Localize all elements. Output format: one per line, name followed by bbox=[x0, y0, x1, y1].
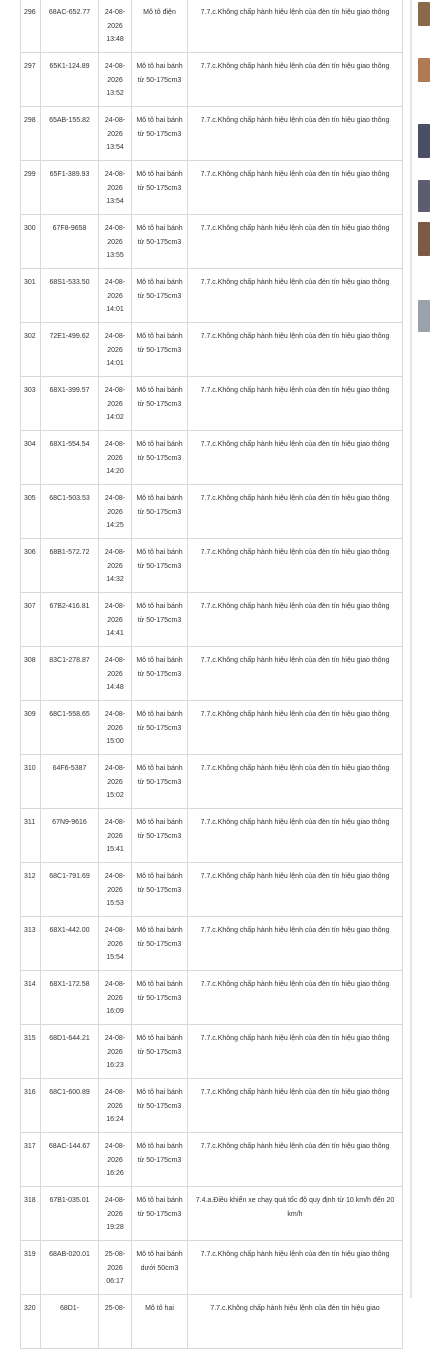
violation-description: 7.7.c.Không chấp hành hiệu lệnh của đèn tín hiệu giao thông bbox=[188, 1025, 403, 1079]
violation-description: 7.7.c.Không chấp hành hiệu lệnh của đèn tín hiệu giao thông bbox=[188, 647, 403, 701]
row-index: 320 bbox=[21, 1295, 41, 1349]
license-plate: 67F8-9658 bbox=[41, 215, 99, 269]
violation-description: 7.7.c.Không chấp hành hiệu lệnh của đèn tín hiệu giao thông bbox=[188, 323, 403, 377]
violations-table-body bbox=[21, 0, 403, 1349]
vehicle-type: Mô tô hai bánh từ 50-175cm3 bbox=[132, 701, 188, 755]
license-plate: 68X1-442.00 bbox=[41, 917, 99, 971]
license-plate: 68C1-600.89 bbox=[41, 1079, 99, 1133]
violation-time: 24-08-2026 13:54 bbox=[99, 161, 132, 215]
license-plate: 68S1-533.50 bbox=[41, 269, 99, 323]
row-index: 297 bbox=[21, 53, 41, 107]
violation-time: 24-08-2026 14:41 bbox=[99, 593, 132, 647]
table-row bbox=[21, 539, 403, 593]
table-row bbox=[21, 1295, 403, 1349]
row-index: 312 bbox=[21, 863, 41, 917]
violation-time: 24-08-2026 14:02 bbox=[99, 377, 132, 431]
table-row bbox=[21, 1241, 403, 1295]
license-plate: 68AC-652.77 bbox=[41, 0, 99, 53]
license-plate: 72E1-499.62 bbox=[41, 323, 99, 377]
violation-time: 24-08-2026 13:54 bbox=[99, 107, 132, 161]
image-thumbnail[interactable] bbox=[418, 222, 430, 256]
license-plate: 68C1-503.53 bbox=[41, 485, 99, 539]
violation-time: 24-08-2026 15:00 bbox=[99, 701, 132, 755]
image-thumbnail[interactable] bbox=[418, 180, 430, 212]
violation-description: 7.7.c.Không chấp hành hiệu lệnh của đèn tín hiệu giao thông bbox=[188, 1241, 403, 1295]
violation-time: 24-08-2026 14:01 bbox=[99, 269, 132, 323]
violation-description: 7.7.c.Không chấp hành hiệu lệnh của đèn tín hiệu giao thông bbox=[188, 539, 403, 593]
violation-description: 7.7.c.Không chấp hành hiệu lệnh của đèn tín hiệu giao bbox=[188, 1295, 403, 1349]
row-index: 301 bbox=[21, 269, 41, 323]
license-plate: 68B1-572.72 bbox=[41, 539, 99, 593]
table-row bbox=[21, 431, 403, 485]
row-index: 313 bbox=[21, 917, 41, 971]
violation-description: 7.7.c.Không chấp hành hiệu lệnh của đèn tín hiệu giao thông bbox=[188, 1079, 403, 1133]
table-row bbox=[21, 161, 403, 215]
violation-description: 7.7.c.Không chấp hành hiệu lệnh của đèn tín hiệu giao thông bbox=[188, 269, 403, 323]
license-plate: 68D1- bbox=[41, 1295, 99, 1349]
violations-table bbox=[20, 0, 403, 1349]
table-row bbox=[21, 701, 403, 755]
vehicle-type: Mô tô hai bánh từ 50-175cm3 bbox=[132, 1079, 188, 1133]
table-row bbox=[21, 269, 403, 323]
table-row bbox=[21, 107, 403, 161]
table-row bbox=[21, 647, 403, 701]
license-plate: 68X1-172.58 bbox=[41, 971, 99, 1025]
vehicle-type: Mô tô hai bánh từ 50-175cm3 bbox=[132, 863, 188, 917]
violation-description: 7.7.c.Không chấp hành hiệu lệnh của đèn tín hiệu giao thông bbox=[188, 377, 403, 431]
violation-time: 24-08-2026 14:20 bbox=[99, 431, 132, 485]
vehicle-type: Mô tô hai bánh từ 50-175cm3 bbox=[132, 53, 188, 107]
row-index: 306 bbox=[21, 539, 41, 593]
license-plate: 83C1-278.87 bbox=[41, 647, 99, 701]
row-index: 314 bbox=[21, 971, 41, 1025]
vehicle-type: Mô tô hai bánh từ 50-175cm3 bbox=[132, 107, 188, 161]
violation-time: 24-08-2026 15:41 bbox=[99, 809, 132, 863]
table-row bbox=[21, 809, 403, 863]
violation-time: 25-08- bbox=[99, 1295, 132, 1349]
table-row bbox=[21, 377, 403, 431]
violation-time: 24-08-2026 14:32 bbox=[99, 539, 132, 593]
violation-description: 7.7.c.Không chấp hành hiệu lệnh của đèn tín hiệu giao thông bbox=[188, 809, 403, 863]
violation-time: 24-08-2026 14:01 bbox=[99, 323, 132, 377]
row-index: 300 bbox=[21, 215, 41, 269]
row-index: 316 bbox=[21, 1079, 41, 1133]
table-row bbox=[21, 755, 403, 809]
table-row bbox=[21, 215, 403, 269]
license-plate: 68X1-554.54 bbox=[41, 431, 99, 485]
thumbnail-strip bbox=[418, 0, 430, 1298]
violations-table-container bbox=[20, 0, 402, 1349]
image-thumbnail[interactable] bbox=[418, 300, 430, 332]
vehicle-type: Mô tô hai bánh từ 50-175cm3 bbox=[132, 809, 188, 863]
license-plate: 67B2-416.81 bbox=[41, 593, 99, 647]
table-row bbox=[21, 1025, 403, 1079]
license-plate: 64F6-5387 bbox=[41, 755, 99, 809]
row-index: 305 bbox=[21, 485, 41, 539]
row-index: 307 bbox=[21, 593, 41, 647]
violation-description: 7.7.c.Không chấp hành hiệu lệnh của đèn tín hiệu giao thông bbox=[188, 53, 403, 107]
table-row bbox=[21, 1079, 403, 1133]
vehicle-type: Mô tô hai bánh từ 50-175cm3 bbox=[132, 1025, 188, 1079]
license-plate: 68D1-644.21 bbox=[41, 1025, 99, 1079]
vehicle-type: Mô tô hai bánh dưới 50cm3 bbox=[132, 1241, 188, 1295]
violation-description: 7.7.c.Không chấp hành hiệu lệnh của đèn tín hiệu giao thông bbox=[188, 431, 403, 485]
row-index: 309 bbox=[21, 701, 41, 755]
vehicle-type: Mô tô hai bánh từ 50-175cm3 bbox=[132, 323, 188, 377]
row-index: 308 bbox=[21, 647, 41, 701]
license-plate: 67N9-9616 bbox=[41, 809, 99, 863]
row-index: 319 bbox=[21, 1241, 41, 1295]
vehicle-type: Mô tô hai bánh từ 50-175cm3 bbox=[132, 593, 188, 647]
vehicle-type: Mô tô hai bánh từ 50-175cm3 bbox=[132, 755, 188, 809]
violation-time: 24-08-2026 14:25 bbox=[99, 485, 132, 539]
violation-time: 24-08-2026 13:48 bbox=[99, 0, 132, 53]
row-index: 296 bbox=[21, 0, 41, 53]
row-index: 298 bbox=[21, 107, 41, 161]
violation-description: 7.7.c.Không chấp hành hiệu lệnh của đèn tín hiệu giao thông bbox=[188, 161, 403, 215]
violation-time: 24-08-2026 19:28 bbox=[99, 1187, 132, 1241]
violation-description: 7.4.a.Điều khiển xe chạy quá tốc độ quy định từ 10 km/h đến 20 km/h bbox=[188, 1187, 403, 1241]
row-index: 318 bbox=[21, 1187, 41, 1241]
image-thumbnail[interactable] bbox=[418, 2, 430, 26]
row-index: 303 bbox=[21, 377, 41, 431]
row-index: 311 bbox=[21, 809, 41, 863]
license-plate: 65K1-124.89 bbox=[41, 53, 99, 107]
vehicle-type: Mô tô hai bánh từ 50-175cm3 bbox=[132, 539, 188, 593]
violation-time: 24-08-2026 13:52 bbox=[99, 53, 132, 107]
license-plate: 68C1-791.69 bbox=[41, 863, 99, 917]
image-thumbnail[interactable] bbox=[418, 58, 430, 82]
violation-description: 7.7.c.Không chấp hành hiệu lệnh của đèn tín hiệu giao thông bbox=[188, 107, 403, 161]
license-plate: 68AB-020.01 bbox=[41, 1241, 99, 1295]
violation-time: 24-08-2026 16:26 bbox=[99, 1133, 132, 1187]
table-row bbox=[21, 0, 403, 53]
scroll-divider bbox=[410, 0, 412, 1298]
vehicle-type: Mô tô hai bánh từ 50-175cm3 bbox=[132, 485, 188, 539]
violation-description: 7.7.c.Không chấp hành hiệu lệnh của đèn tín hiệu giao thông bbox=[188, 917, 403, 971]
row-index: 299 bbox=[21, 161, 41, 215]
violation-time: 24-08-2026 16:23 bbox=[99, 1025, 132, 1079]
vehicle-type: Mô tô hai bánh từ 50-175cm3 bbox=[132, 971, 188, 1025]
violation-time: 25-08-2026 06:17 bbox=[99, 1241, 132, 1295]
violation-time: 24-08-2026 13:55 bbox=[99, 215, 132, 269]
violation-description: 7.7.c.Không chấp hành hiệu lệnh của đèn tín hiệu giao thông bbox=[188, 593, 403, 647]
violation-description: 7.7.c.Không chấp hành hiệu lệnh của đèn tín hiệu giao thông bbox=[188, 215, 403, 269]
table-row bbox=[21, 1133, 403, 1187]
violation-time: 24-08-2026 16:09 bbox=[99, 971, 132, 1025]
table-row bbox=[21, 863, 403, 917]
vehicle-type: Mô tô hai bánh từ 50-175cm3 bbox=[132, 215, 188, 269]
vehicle-type: Mô tô hai bbox=[132, 1295, 188, 1349]
violation-time: 24-08-2026 15:53 bbox=[99, 863, 132, 917]
vehicle-type: Mô tô hai bánh từ 50-175cm3 bbox=[132, 1187, 188, 1241]
violation-time: 24-08-2026 14:48 bbox=[99, 647, 132, 701]
vehicle-type: Mô tô hai bánh từ 50-175cm3 bbox=[132, 269, 188, 323]
violation-description: 7.7.c.Không chấp hành hiệu lệnh của đèn tín hiệu giao thông bbox=[188, 0, 403, 53]
table-row bbox=[21, 323, 403, 377]
table-row bbox=[21, 971, 403, 1025]
license-plate: 65AB-155.82 bbox=[41, 107, 99, 161]
violation-description: 7.7.c.Không chấp hành hiệu lệnh của đèn tín hiệu giao thông bbox=[188, 485, 403, 539]
row-index: 315 bbox=[21, 1025, 41, 1079]
license-plate: 65F1-389.93 bbox=[41, 161, 99, 215]
row-index: 317 bbox=[21, 1133, 41, 1187]
vehicle-type: Mô tô hai bánh từ 50-175cm3 bbox=[132, 161, 188, 215]
violation-time: 24-08-2026 16:24 bbox=[99, 1079, 132, 1133]
row-index: 310 bbox=[21, 755, 41, 809]
row-index: 304 bbox=[21, 431, 41, 485]
violation-description: 7.7.c.Không chấp hành hiệu lệnh của đèn tín hiệu giao thông bbox=[188, 701, 403, 755]
violation-description: 7.7.c.Không chấp hành hiệu lệnh của đèn tín hiệu giao thông bbox=[188, 1133, 403, 1187]
violation-time: 24-08-2026 15:54 bbox=[99, 917, 132, 971]
image-thumbnail[interactable] bbox=[418, 124, 430, 158]
violation-description: 7.7.c.Không chấp hành hiệu lệnh của đèn tín hiệu giao thông bbox=[188, 755, 403, 809]
violation-description: 7.7.c.Không chấp hành hiệu lệnh của đèn tín hiệu giao thông bbox=[188, 971, 403, 1025]
row-index: 302 bbox=[21, 323, 41, 377]
license-plate: 68C1-558.65 bbox=[41, 701, 99, 755]
vehicle-type: Mô tô hai bánh từ 50-175cm3 bbox=[132, 917, 188, 971]
table-row bbox=[21, 53, 403, 107]
license-plate: 67B1-035.01 bbox=[41, 1187, 99, 1241]
vehicle-type: Mô tô hai bánh từ 50-175cm3 bbox=[132, 1133, 188, 1187]
table-row bbox=[21, 917, 403, 971]
vehicle-type: Mô tô điện bbox=[132, 0, 188, 53]
violation-time: 24-08-2026 15:02 bbox=[99, 755, 132, 809]
vehicle-type: Mô tô hai bánh từ 50-175cm3 bbox=[132, 377, 188, 431]
table-row bbox=[21, 485, 403, 539]
vehicle-type: Mô tô hai bánh từ 50-175cm3 bbox=[132, 647, 188, 701]
vehicle-type: Mô tô hai bánh từ 50-175cm3 bbox=[132, 431, 188, 485]
license-plate: 68X1-399.57 bbox=[41, 377, 99, 431]
license-plate: 68AC-144.67 bbox=[41, 1133, 99, 1187]
table-row bbox=[21, 593, 403, 647]
violation-description: 7.7.c.Không chấp hành hiệu lệnh của đèn tín hiệu giao thông bbox=[188, 863, 403, 917]
table-row bbox=[21, 1187, 403, 1241]
